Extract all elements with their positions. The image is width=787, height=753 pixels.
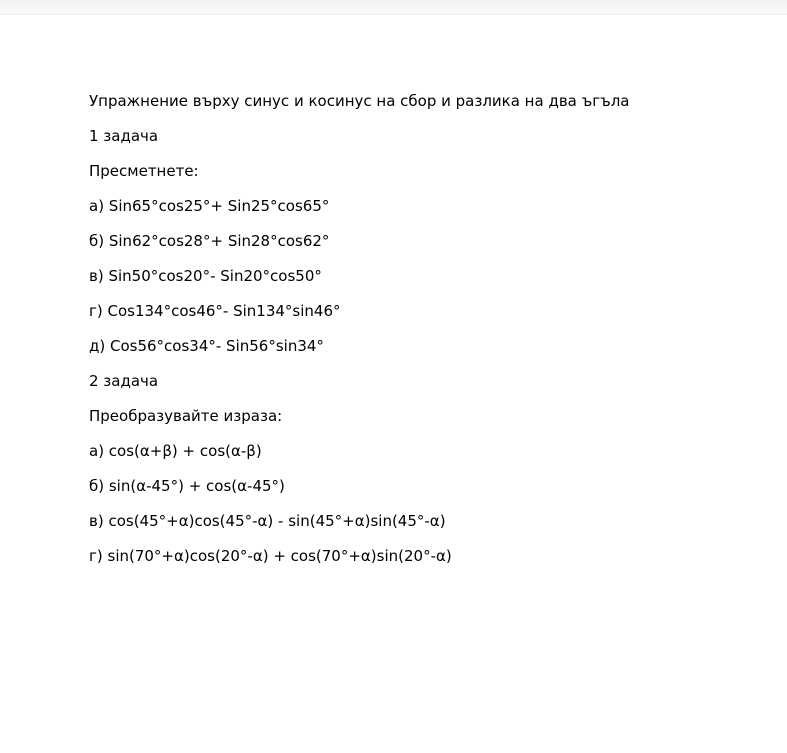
task-1-item-v: в) Sin50°cos20°- Sin20°cos50°: [89, 267, 322, 285]
task-1-instruction: Пресметнете:: [89, 162, 199, 180]
document-title: Упражнение върху синус и косинус на сбор и разлика на два ъгъла: [89, 92, 630, 110]
task-2-heading: 2 задача: [89, 372, 159, 390]
task-2-item-v: в) cos(45°+α)cos(45°-α) - sin(45°+α)sin(45°-α): [89, 512, 446, 530]
task-1-item-a: а) Sin65°cos25°+ Sin25°cos65°: [89, 197, 330, 215]
document-page: [89, 89, 769, 579]
task-2-instruction: Преобразувайте израза:: [89, 407, 283, 425]
task-1-heading: 1 задача: [89, 127, 159, 145]
task-2-item-a: а) cos(α+β) + cos(α-β): [89, 442, 262, 460]
task-2-item-g: г) sin(70°+α)cos(20°-α) + cos(70°+α)sin(20°-α): [89, 547, 452, 565]
task-1-item-d: д) Cos56°cos34°- Sin56°sin34°: [89, 337, 324, 355]
task-1-item-b: б) Sin62°cos28°+ Sin28°cos62°: [89, 232, 330, 250]
top-toolbar-strip: [0, 0, 787, 15]
task-1-item-g: г) Cos134°cos46°- Sin134°sin46°: [89, 302, 341, 320]
task-2-item-b: б) sin(α-45°) + cos(α-45°): [89, 477, 285, 495]
